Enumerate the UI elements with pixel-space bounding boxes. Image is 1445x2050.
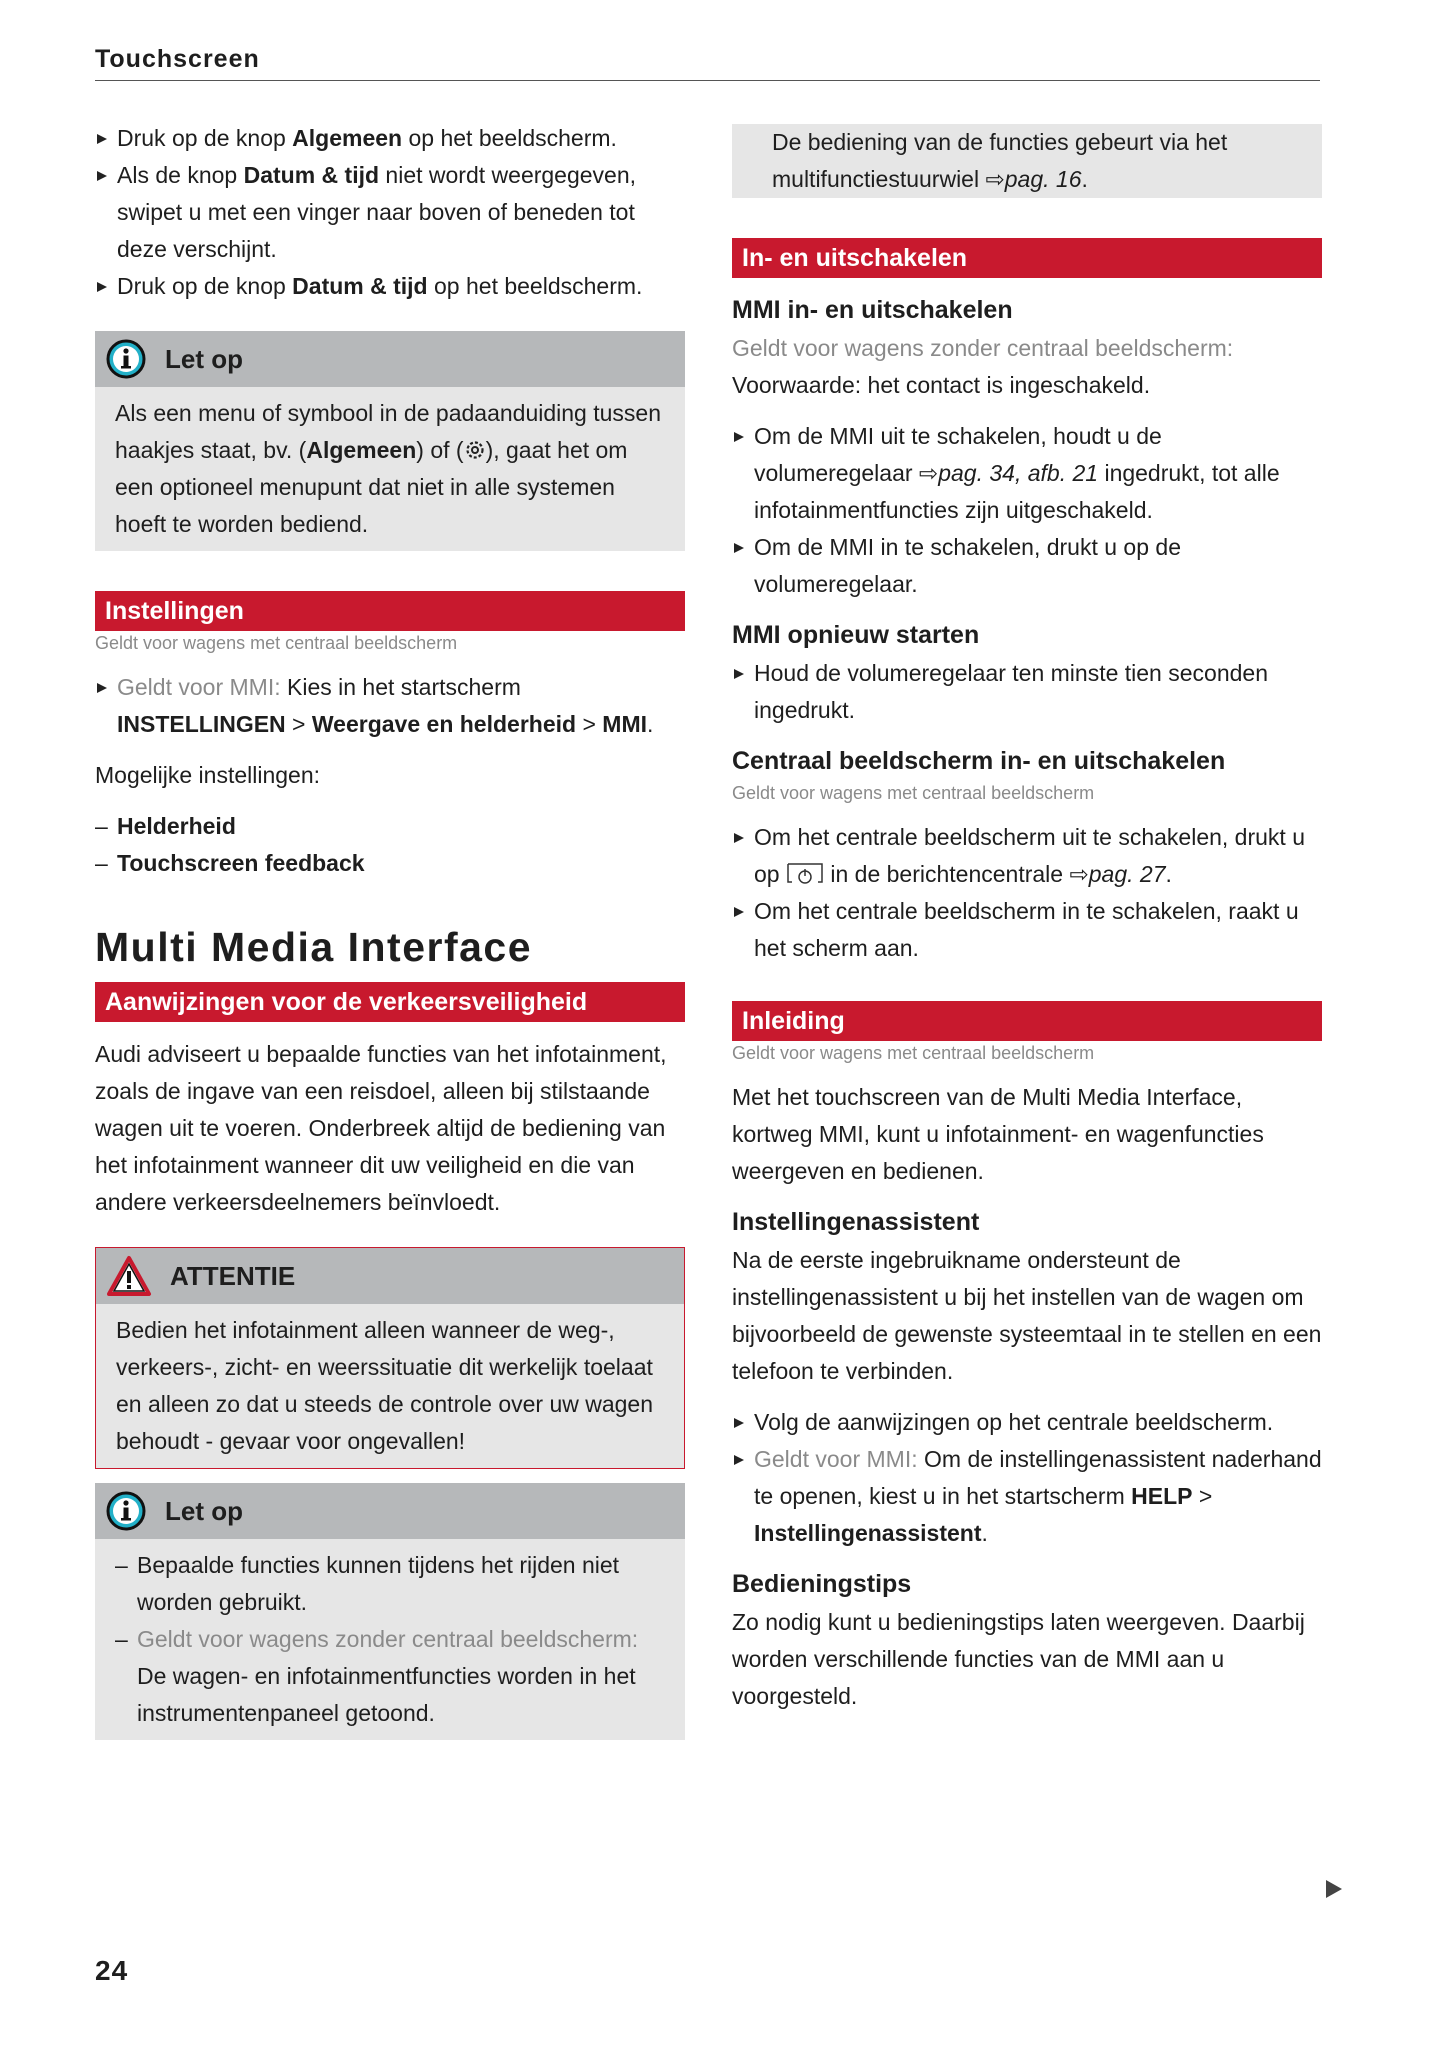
warning-icon xyxy=(106,1255,152,1297)
bold-term: Algemeen xyxy=(292,125,403,151)
text-run: Zo nodig kunt u bedieningstips laten weergeven. Daarbij worden verschillende functies van de MMI aan u voorgesteld. xyxy=(732,1609,1305,1709)
text-run: De wagen- en infotainmentfuncties worden in het instrumentenpaneel getoond. xyxy=(137,1663,636,1726)
bold-term: HELP xyxy=(1131,1483,1193,1509)
page-number: 24 xyxy=(95,1955,129,1986)
text-run: Om de MMI in te schakelen, drukt u op de volumeregelaar. xyxy=(754,534,1181,597)
bold-term: Datum & tijd xyxy=(292,273,428,299)
text-run: Druk op de knop xyxy=(117,273,293,299)
section-heading: Aanwijzingen voor de verkeersveiligheid xyxy=(95,982,685,1022)
text-run: Om het centrale beeldscherm uit te schakelen, drukt u op xyxy=(754,824,1306,887)
paragraph xyxy=(95,757,685,794)
info-icon xyxy=(105,338,147,380)
text-run: . xyxy=(1081,166,1088,192)
text-run: niet wordt weergegeven, swipet u met een vinger naar boven of beneden tot deze verschijnt. xyxy=(117,162,637,262)
bold-term: Touchscreen feedback xyxy=(117,850,365,876)
applicability-note: Geldt voor wagens met centraal beeldscherm xyxy=(732,1043,1095,1063)
chapter-title: Multi Media Interface xyxy=(95,924,533,970)
bullet-item xyxy=(732,893,1322,967)
text-run: ⇨ xyxy=(1069,861,1089,887)
bullet-item xyxy=(732,655,1322,729)
page-reference: pag. 16 xyxy=(1004,166,1082,192)
bold-term: Weergave en helderheid xyxy=(311,711,577,737)
text-run: > xyxy=(1192,1483,1213,1509)
text-run: in de berichtencentrale xyxy=(823,861,1070,887)
bullet-item xyxy=(732,1404,1322,1441)
text-run: De bediening van de functies gebeurt via het multifunctiestuurwiel xyxy=(772,129,1228,192)
text-run: > xyxy=(285,711,312,737)
bullet-item xyxy=(732,1441,1322,1552)
text-run: . xyxy=(981,1520,988,1546)
bullet-item xyxy=(95,268,685,305)
text-run: > xyxy=(576,711,603,737)
text-run: ⇨ xyxy=(918,460,939,486)
paragraph xyxy=(732,1242,1322,1390)
note-box xyxy=(95,331,685,551)
text-run: op het beeldscherm. xyxy=(402,125,617,151)
applicability-note: Geldt voor wagens met centraal beeldscherm xyxy=(732,783,1095,803)
text-run: Mogelijke instellingen: xyxy=(95,762,321,788)
text-run: . xyxy=(647,711,654,737)
text-run: Met het touchscreen van de Multi Media Interface, kortweg MMI, kunt u infotainment- en wagenfuncties weergeven en bedienen. xyxy=(732,1084,1264,1184)
bullet-item xyxy=(732,819,1322,893)
bullet-item xyxy=(732,529,1322,603)
text-run: ) of ( xyxy=(416,437,464,463)
text-run: Bepaalde functies kunnen tijdens het rijden niet worden gebruikt. xyxy=(137,1552,620,1615)
dash-list-item xyxy=(115,1547,665,1621)
section-heading: Inleiding xyxy=(732,1001,1322,1041)
subheading: Centraal beeldscherm in- en uitschakelen xyxy=(732,747,1226,775)
dash-list-item xyxy=(115,1621,665,1732)
note-body xyxy=(95,1539,685,1740)
text-run: Volg de aanwijzingen op het centrale beeldscherm. xyxy=(754,1409,1274,1435)
text-run: ), gaat het om een optioneel menupunt dat niet in alle systemen hoeft te worden bediend. xyxy=(115,437,628,537)
spacer xyxy=(732,1390,1322,1404)
note-body xyxy=(96,1304,684,1468)
text-run: ingedrukt, tot alle infotainmentfuncties zijn uitgeschakeld. xyxy=(754,460,1280,523)
bold-term: Helderheid xyxy=(117,813,236,839)
applicability-note: Geldt voor wagens zonder centraal beeldscherm: xyxy=(137,1626,639,1652)
text-run: . xyxy=(1165,861,1172,887)
bold-term: Instellingenassistent xyxy=(754,1520,982,1546)
subheading: MMI opnieuw starten xyxy=(732,621,980,649)
bullet-item xyxy=(732,418,1322,529)
paragraph xyxy=(732,1079,1322,1190)
paragraph xyxy=(115,395,665,543)
text-run: Kies in het startscherm xyxy=(280,674,521,700)
spacer xyxy=(95,1022,685,1036)
applicability-note: Geldt voor wagens met centraal beeldscherm xyxy=(95,633,458,653)
page-reference: pag. 34, afb. 21 xyxy=(938,460,1099,486)
right-column xyxy=(732,120,1322,1715)
text-run: Voorwaarde: het contact is ingeschakeld. xyxy=(732,372,1151,398)
applicability-note: Geldt voor MMI: xyxy=(117,674,281,700)
page-reference: pag. 27 xyxy=(1088,861,1166,887)
spacer xyxy=(732,404,1322,418)
note-body xyxy=(95,387,685,551)
text-run: Na de eerste ingebruikname ondersteunt de instellingenassistent u bij het instellen van de wagen om bijvoorbeeld de gewenste systeemtaal in te stellen en een telefoon te verbinden. xyxy=(732,1247,1322,1384)
text-run: Als een menu of symbool in de padaanduiding tussen haakjes staat, bv. ( xyxy=(115,400,661,463)
paragraph xyxy=(116,1312,664,1460)
left-column xyxy=(95,120,685,1740)
text-run: ⇨ xyxy=(985,166,1005,192)
note-title: Let op xyxy=(165,343,243,374)
text-run: Audi adviseert u bepaalde functies van het infotainment, zoals de ingave van een reisdoel, alleen bij stilstaande wagen uit te voeren. Onderbreek altijd de bediening van het infotainment wanneer dit uw veiligheid en die van andere verkeersdeelnemers beïnvloedt. xyxy=(95,1041,667,1215)
note-header xyxy=(95,331,685,387)
bold-term: Algemeen xyxy=(306,437,417,463)
spacer xyxy=(95,794,685,808)
text-run: Houd de volumeregelaar ten minste tien seconden ingedrukt. xyxy=(754,660,1268,723)
paragraph xyxy=(95,1036,685,1221)
text-run: Bedien het infotainment alleen wanneer de weg-, verkeers-, zicht- en weerssituatie dit werkelijk toelaat en alleen zo dat u steeds de controle over uw wagen behoudt - gevaar voor ongevallen! xyxy=(116,1317,654,1454)
warning-box xyxy=(95,1247,685,1469)
bold-term: INSTELLINGEN xyxy=(117,711,286,737)
subheading: Bedieningstips xyxy=(732,1570,912,1598)
next-page-arrow-icon[interactable] xyxy=(1326,1880,1342,1898)
text-run: op het beeldscherm. xyxy=(427,273,643,299)
note-title: Let op xyxy=(165,1495,243,1526)
applicability-note: Geldt voor MMI: xyxy=(754,1446,918,1472)
note-header xyxy=(96,1248,684,1304)
section-heading: In- en uitschakelen xyxy=(732,238,1322,278)
info-box xyxy=(732,124,1322,198)
bold-term: MMI xyxy=(602,711,648,737)
text-run: Om de MMI uit te schakelen, houdt u de volumeregelaar xyxy=(754,423,1162,486)
text-run: Om het centrale beeldscherm in te schakelen, raakt u het scherm aan. xyxy=(754,898,1299,961)
text-run: Als de knop xyxy=(117,162,244,188)
bullet-item xyxy=(95,669,685,743)
gear-icon xyxy=(464,437,486,463)
bullet-item xyxy=(95,157,685,268)
subheading: MMI in- en uitschakelen xyxy=(732,296,1013,324)
section-heading: Instellingen xyxy=(95,591,685,631)
paragraph xyxy=(732,330,1322,404)
text-run: Om de instellingenassistent naderhand te openen, kiest u in het startscherm xyxy=(754,1446,1322,1509)
subheading: Instellingenassistent xyxy=(732,1208,980,1236)
note-header xyxy=(95,1483,685,1539)
bullet-item xyxy=(95,120,685,157)
info-icon xyxy=(105,1490,147,1532)
running-header: Touchscreen xyxy=(95,44,1320,81)
note-title: ATTENTIE xyxy=(170,1260,296,1291)
dash-list-item xyxy=(95,845,685,882)
bold-term: Datum & tijd xyxy=(243,162,380,188)
power-icon xyxy=(786,861,824,887)
applicability-note: Geldt voor wagens zonder centraal beeldscherm: xyxy=(732,335,1234,361)
paragraph xyxy=(732,1604,1322,1715)
dash-list-item xyxy=(95,808,685,845)
note-box xyxy=(95,1483,685,1740)
spacer xyxy=(95,743,685,757)
text-run: Druk op de knop xyxy=(117,125,293,151)
